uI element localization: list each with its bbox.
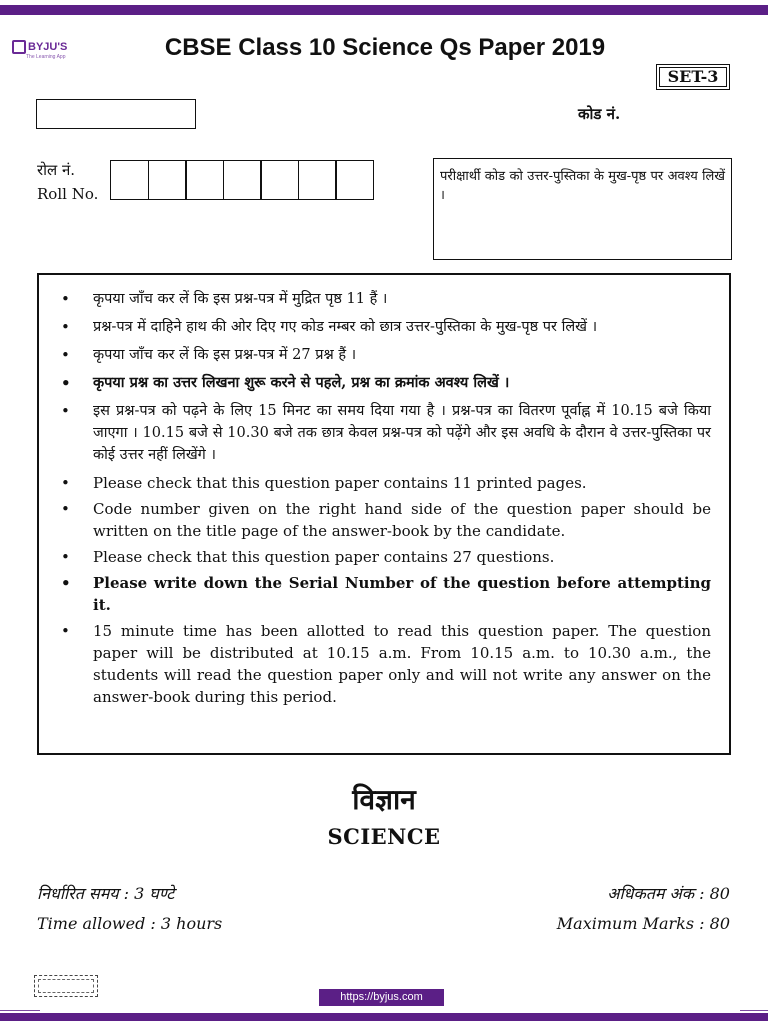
- instruction-item: • इस प्रश्न-पत्र को पढ़ने के लिए 15 मिनट का समय दिया गया है । प्रश्न-पत्र का वितरण पूर्वाह्न में 10.15 बजे किया जाएगा । 10.15 बजे से 10.30 बजे तक छात्र केवल प्रश्न-पत्र को पढ़ेंगे और इस अवधि के दौरान वे उत्तर-पुस्तिका पर कोई उत्तर नहीं लिखेंगे ।: [93, 400, 711, 466]
- instructions-list: [39, 275, 729, 708]
- candidate-code-note: परीक्षार्थी कोड को उत्तर-पुस्तिका के मुख-पृष्ठ पर अवश्य लिखें ।: [433, 158, 732, 260]
- byjus-logo-icon: [12, 40, 26, 54]
- roll-cell: [335, 160, 374, 200]
- roll-label-hindi: रोल नं.: [37, 161, 76, 179]
- maximum-marks-hindi: अधिकतम अंक : 80: [607, 884, 730, 903]
- instruction-item: • कृपया जाँच कर लें कि इस प्रश्न-पत्र में 27 प्रश्न हैं ।: [93, 344, 711, 366]
- dashed-stamp-box: [34, 975, 98, 997]
- instruction-item: • Please write down the Serial Number of the question before attempting it.: [93, 572, 711, 616]
- roll-cell: [223, 160, 262, 200]
- roll-number-grid: [110, 160, 374, 200]
- instruction-item: • Please check that this question paper contains 27 questions.: [93, 546, 711, 568]
- instructions-box: [37, 273, 731, 755]
- subject-title-english: SCIENCE: [327, 824, 441, 849]
- maximum-marks-english: Maximum Marks : 80: [556, 914, 730, 933]
- roll-cell: [260, 160, 299, 200]
- code-label: कोड नं.: [578, 105, 621, 123]
- instruction-item: • Code number given on the right hand side of the question paper should be written on the title page of the answer-book by the candidate.: [93, 498, 711, 542]
- roll-cell: [185, 160, 224, 200]
- time-allowed-hindi: निर्धारित समय : 3 घण्टे: [37, 884, 175, 903]
- instruction-item: • 15 minute time has been allotted to read this question paper. The question paper will be distributed at 10.15 a.m. From 10.15 a.m. to 10.30 a.m., the students will read the question paper only and will not write any answer on the answer-book during this period.: [93, 620, 711, 708]
- set-badge: SET-3: [656, 64, 730, 90]
- roll-label-english: Roll No.: [37, 185, 99, 203]
- instruction-item: • कृपया प्रश्न का उत्तर लिखना शुरू करने से पहले, प्रश्न का क्रमांक अवश्य लिखें ।: [93, 372, 711, 394]
- byjus-logo: BYJU'S The Learning App: [12, 38, 67, 60]
- footer-url-link[interactable]: https://byjus.com: [319, 989, 444, 1006]
- roll-cell: [110, 160, 149, 200]
- time-allowed-english: Time allowed : 3 hours: [37, 914, 223, 933]
- instruction-item: • Please check that this question paper contains 11 printed pages.: [93, 472, 711, 494]
- roll-cell: [298, 160, 337, 200]
- code-entry-box: [36, 99, 196, 129]
- subject-title-hindi: विज्ञान: [352, 783, 416, 816]
- top-brand-bar: [0, 0, 768, 20]
- roll-cell: [148, 160, 187, 200]
- bottom-brand-bar: [0, 1009, 768, 1024]
- instruction-item: • कृपया जाँच कर लें कि इस प्रश्न-पत्र में मुद्रित पृष्ठ 11 हैं ।: [93, 288, 711, 310]
- roll-number-label: [37, 158, 98, 206]
- instruction-item: • प्रश्न-पत्र में दाहिने हाथ की ओर दिए गए कोड नम्बर को छात्र उत्तर-पुस्तिका के मुख-पृष्ठ पर लिखें ।: [93, 316, 711, 338]
- page-title: CBSE Class 10 Science Qs Paper 2019: [164, 34, 606, 61]
